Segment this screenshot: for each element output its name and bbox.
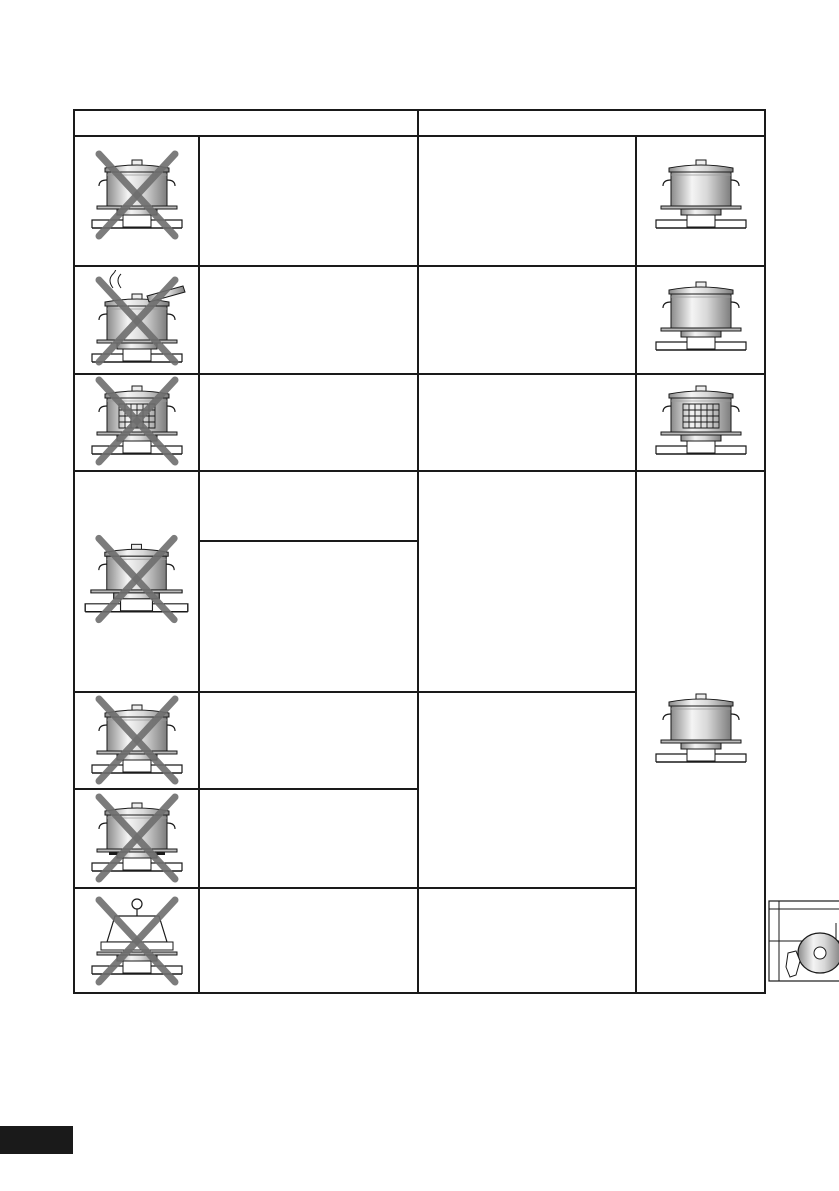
pot-on-stand-icon [646,682,756,782]
right-text [418,266,636,374]
illustration-cell [74,692,199,789]
pot-with-grid-crossed-icon [82,376,192,470]
right-text [418,692,636,888]
pot-lid-ajar-steam-crossed-icon [82,270,192,370]
large-pot-on-wide-trivet-crossed-icon [79,532,194,632]
right-text [418,471,636,692]
right-text [418,374,636,471]
wrong-text [199,136,418,266]
page-tab [0,1126,73,1154]
illustration-cell [636,374,765,471]
illustration-cell [74,888,199,993]
header-correct [418,110,765,136]
wrong-text [199,541,418,692]
comparison-table [73,109,766,994]
pressure-cooker-crossed-icon [82,892,192,990]
pot-on-small-burner-crossed-icon [82,695,192,787]
right-text [418,888,636,993]
pot-with-grid-icon [646,376,756,470]
oven-with-pan-hands-icon [766,895,839,987]
illustration-cell [636,136,765,266]
illustration-cell [74,374,199,471]
wrong-text [199,692,418,789]
pot-on-burner-icon [646,146,756,256]
wrong-text [199,266,418,374]
header-incorrect [74,110,418,136]
pot-with-lid-icon [646,270,756,370]
illustration-cell [74,266,199,374]
pot-on-burner-crossed-icon [82,146,192,256]
pot-on-dark-burner-crossed-icon [82,793,192,885]
right-text [418,136,636,266]
illustration-cell [636,266,765,374]
wrong-text [199,374,418,471]
illustration-cell [636,471,765,993]
wrong-text [199,789,418,888]
illustration-cell [74,789,199,888]
illustration-cell [74,471,199,692]
illustration-cell [74,136,199,266]
wrong-text [199,471,418,541]
wrong-text [199,888,418,993]
